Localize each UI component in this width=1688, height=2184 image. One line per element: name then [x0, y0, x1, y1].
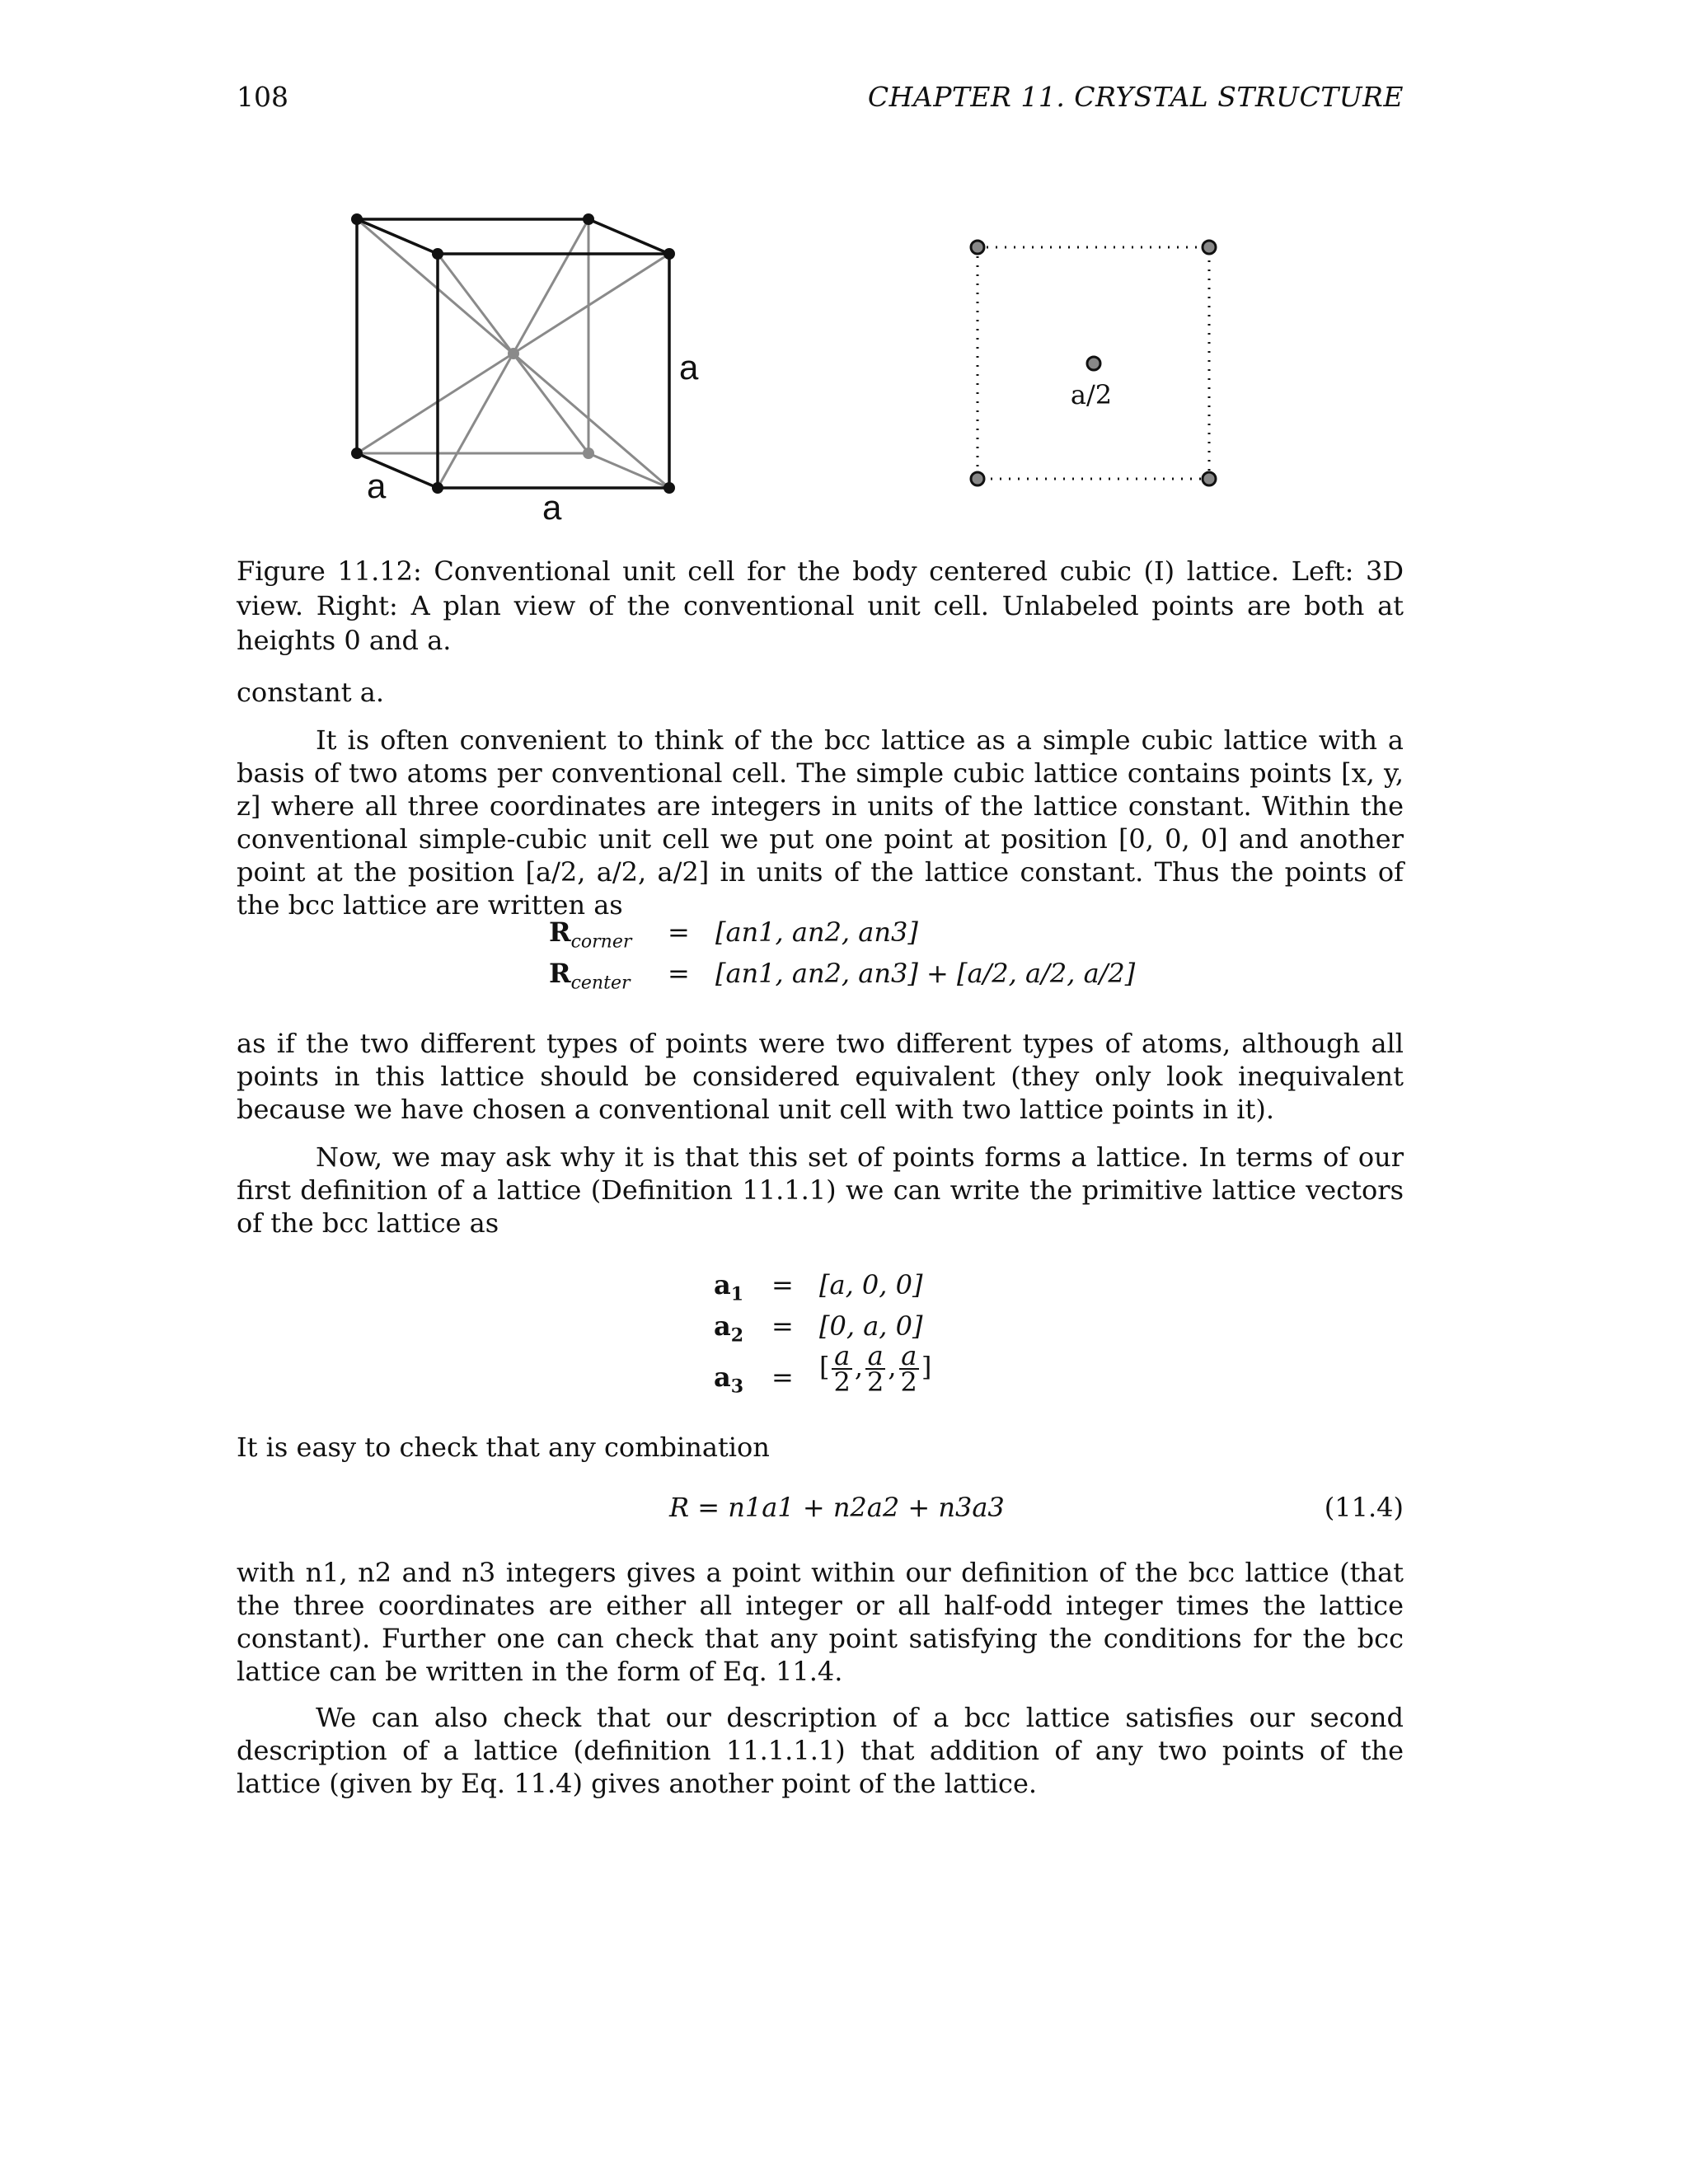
vector-a1-label: $a_1$ [714, 1269, 744, 1305]
body-center-point [508, 348, 519, 359]
r-corner-subscript: corner [570, 931, 632, 953]
paragraph-basis: It is often convenient to think of the bcc lattice as a simple cubic lattice with a basis of two atoms per conventional cell. The simple cubic lattice contains points [x, y, z] where all three coordinates are integers in units of the lattice constant. Within the conventional simple-cubic unit cell we put one point at position [0, 0, 0] and another point at the position [a/2, a/2, a/2] in units of the lattice constant. Thus the points of the bcc lattice are written as [237, 724, 1404, 921]
cube-edge [357, 219, 438, 254]
equals-sign: = [668, 958, 690, 989]
paragraph-primitive-vectors: Now, we may ask why it is that this set of points forms a lattice. In terms of our first definition of a lattice (Definition 11.1.1) we can write the primitive lattice vectors of the bcc lattice as [237, 1141, 1404, 1239]
plan-corner-point [971, 241, 984, 254]
r-center-rhs: [an1, an2, an3] + [a/2, a/2, a/2] [715, 958, 1136, 989]
cube-edge-label-bottom: a [542, 488, 562, 527]
cube-3d-view [351, 213, 699, 527]
equation-11-4: R = n1a1 + n2a2 + n3a3 [669, 1492, 1005, 1523]
plan-corner-point [971, 472, 984, 485]
vector-a1-value: [a, 0, 0] [819, 1269, 923, 1301]
corner-point [432, 482, 443, 494]
vector-a2-value: [0, a, 0] [819, 1310, 923, 1342]
r-corner-rhs: [an1, an2, an3] [715, 916, 918, 948]
plan-view [971, 241, 1216, 485]
corner-point [432, 248, 443, 260]
plan-center-point [1087, 357, 1100, 370]
equals-sign: = [668, 916, 690, 948]
equation-r-center: $R_{center}$ [549, 958, 631, 994]
vector-a3-label: $a_3$ [714, 1361, 744, 1398]
plan-corner-point [1203, 472, 1216, 485]
equals-sign: = [771, 1269, 794, 1301]
corner-point [663, 482, 675, 494]
paragraph-integers: with n1, n2 and n3 integers gives a point within our definition of the bcc lattice (that the three coordinates are either all integer or all half-odd integer times the lattice constant). Further one can check that any point satisfying the conditions for the bcc lattice can be written in the form of Eq. 11.4. [237, 1557, 1404, 1687]
hidden-corner-point [583, 448, 594, 459]
running-head: CHAPTER 11. CRYSTAL STRUCTURE [867, 81, 1404, 113]
cube-edge [588, 219, 669, 254]
hidden-edge [588, 453, 669, 488]
page-number: 108 [237, 81, 288, 113]
equals-sign: = [771, 1310, 794, 1342]
paragraph-constant: constant a. [237, 677, 385, 708]
figure-caption: Figure 11.12: Conventional unit cell for the body centered cubic (I) lattice. Left: 3D view. Right: A plan view of the conventional unit cell. Unlabeled points are both at heights 0 and a. [237, 555, 1404, 656]
cube-edge-label-right: a [679, 348, 699, 387]
corner-point [351, 448, 363, 459]
equation-number: (11.4) [1324, 1492, 1404, 1523]
r-center-subscript: center [570, 972, 631, 994]
bcc-unit-cell-figure [0, 0, 1688, 544]
vector-a3-value: [ $\frac{a}{2}$ , $\frac{a}{2}$ , $\frac{a}{2}$ ] [819, 1340, 932, 1398]
paragraph-second-description: We can also check that our description of a bcc lattice satisfies our second description of a lattice (definition 11.1.1.1) that addition of any two points of the lattice (given by Eq. 11.4) gives another point of the lattice. [237, 1702, 1404, 1799]
corner-point [583, 213, 594, 225]
vector-a2-label: $a_2$ [714, 1310, 744, 1347]
plan-corner-point [1203, 241, 1216, 254]
plan-center-height-label: a/2 [1070, 379, 1113, 410]
paragraph-equivalent: as if the two different types of points were two different types of atoms, although all points in this lattice should be considered equivalent (they only look inequivalent because we have chosen a conventional unit cell with two lattice points in it). [237, 1028, 1404, 1125]
corner-point [351, 213, 363, 225]
equation-r-corner: $R_{corner}$ [549, 916, 632, 953]
paragraph-combination: It is easy to check that any combination [237, 1432, 770, 1463]
cube-edge-label-left: a [367, 466, 387, 505]
corner-point [663, 248, 675, 260]
equals-sign: = [771, 1361, 794, 1393]
